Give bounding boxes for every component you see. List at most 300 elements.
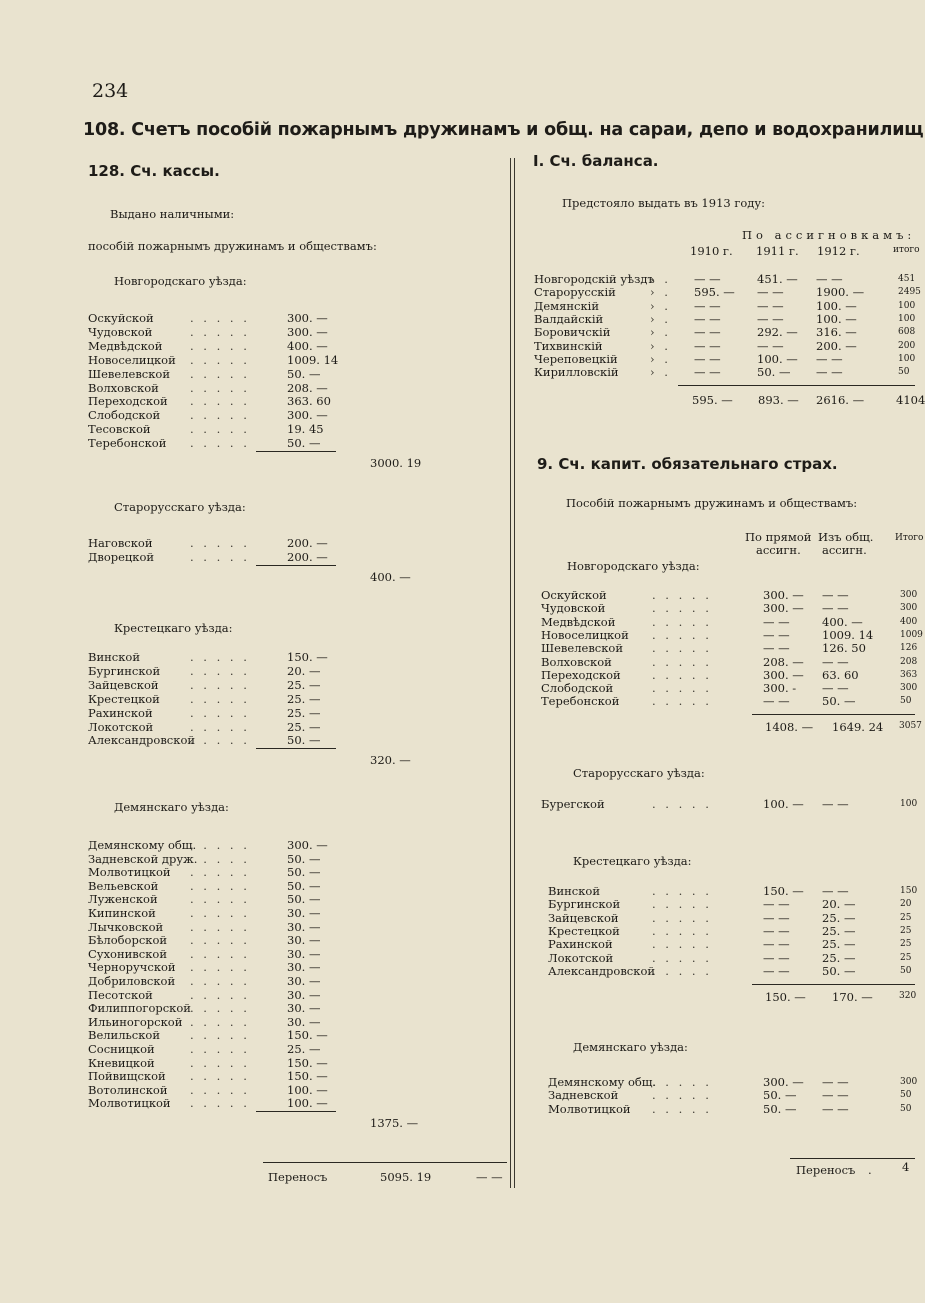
left-row-label: Теребонской xyxy=(88,436,167,451)
left-row xyxy=(0,1042,340,1056)
leader-dots: . . . . . xyxy=(190,650,250,664)
leader-dots: . . . . . xyxy=(652,1101,712,1116)
leader-dots: . . . . . xyxy=(190,865,250,880)
balance-cell-1910: — — xyxy=(694,272,721,286)
ins-cell-society: 400. — xyxy=(822,614,863,629)
left-row xyxy=(0,988,340,1002)
insurance-intro: Пособій пожарнымъ дружинамъ и обществамъ: xyxy=(566,496,858,510)
leader-dots: . . . . . xyxy=(652,588,712,602)
left-row-value: 30. — xyxy=(287,974,321,988)
balance-cell-1912: 1900. — xyxy=(816,285,865,300)
ins-total-society: 1649. 24 xyxy=(832,720,884,734)
ins-cell-direct: — — xyxy=(763,897,790,912)
ins-group-rule xyxy=(752,984,915,985)
left-row xyxy=(0,550,340,564)
ins-group-name: Новгородскаго уѣзда: xyxy=(567,559,700,573)
carry-rule xyxy=(263,1162,507,1163)
ins-cell-total: 208 xyxy=(900,656,918,667)
ins-row-label: Чудовской xyxy=(541,601,606,616)
leader-dots: . . . . . xyxy=(190,1014,250,1029)
ins-cell-society: — — xyxy=(822,601,849,616)
leader-dots: . . . . . xyxy=(190,892,250,907)
ins-cell-total: 50 xyxy=(900,1103,912,1114)
year-col-1912: 1912 г. xyxy=(817,244,860,258)
group-rule xyxy=(256,748,336,749)
ins-cell-society: — — xyxy=(822,588,849,602)
ins-row-label: Переходской xyxy=(541,667,621,682)
left-subheading-2: пособій пожарнымъ дружинамъ и обществамъ: xyxy=(88,239,377,253)
ins-cell-direct: 50. — xyxy=(763,1101,797,1116)
left-row-value: 50. — xyxy=(287,892,321,907)
leader-dots: . . . . . xyxy=(190,380,250,395)
ins-row-label: Зайцевской xyxy=(548,910,619,925)
page-title: 108. Счетъ пособій пожарнымъ дружинамъ и общ. на сараи, депо и водохранилищ xyxy=(83,120,924,140)
leader-dots: › . xyxy=(650,338,671,353)
left-row-value: 25. — xyxy=(287,705,321,720)
group-rule xyxy=(256,451,336,452)
ins-row-label: Слободской xyxy=(541,681,614,696)
ins-cell-direct: — — xyxy=(763,937,790,952)
left-row-value: 30. — xyxy=(287,1001,321,1016)
ins-cell-society: — — xyxy=(822,1075,849,1089)
ins-cell-direct: — — xyxy=(763,910,790,925)
left-row-label: Вельевской xyxy=(88,878,159,893)
leader-dots: . . . . . xyxy=(190,338,250,353)
ins-cell-direct: 208. — xyxy=(763,654,804,669)
left-row-value: 208. — xyxy=(287,380,328,395)
leader-dots: . . . . . xyxy=(652,937,712,952)
ins-row xyxy=(0,1102,915,1116)
leader-dots: . . . . . xyxy=(190,691,250,706)
ins-cell-direct: 150. — xyxy=(763,884,804,898)
balance-cell-1910: 595. — xyxy=(694,285,735,300)
ins-row-label: Теребонской xyxy=(541,694,620,709)
ins-row-label: Задневской xyxy=(548,1088,619,1103)
ins-row xyxy=(0,614,918,629)
left-row-value: 363. 60 xyxy=(287,394,331,409)
ins-total-sum: 320 xyxy=(899,991,917,1001)
left-row-value: 300. — xyxy=(287,838,328,852)
ins-row-label: Винской xyxy=(548,884,600,898)
ins-cell-society: 50. — xyxy=(822,694,856,709)
ins-row-label: Молвотицкой xyxy=(548,1101,631,1116)
balance-row xyxy=(0,312,915,326)
left-row-label: Лычковской xyxy=(88,919,164,934)
ins-cell-total: 300 xyxy=(900,1077,918,1087)
leader-dots: . . . . . xyxy=(652,681,712,696)
left-row-value: 200. — xyxy=(287,549,328,564)
balance-row-label: Кирилловскій xyxy=(534,365,619,380)
balance-cell-1912: 316. — xyxy=(816,325,857,340)
left-row-value: 100. — xyxy=(287,1082,328,1097)
year-col-1910: 1910 г. xyxy=(690,244,733,258)
ins-cell-direct: — — xyxy=(763,614,790,629)
leader-dots: . . . . . xyxy=(190,311,250,325)
balance-cell-1910: — — xyxy=(694,325,721,340)
left-row xyxy=(0,1015,340,1029)
balance-total-1912: 2616. — xyxy=(816,393,865,407)
balance-row xyxy=(0,325,915,339)
ins-cell-direct: 100. — xyxy=(763,797,804,811)
left-row-value: 25. — xyxy=(287,1042,321,1056)
ins-row-label: Шевелевской xyxy=(541,641,624,656)
ins-row xyxy=(0,897,915,911)
ins-cell-direct: — — xyxy=(763,963,790,978)
balance-cell-total: 100 xyxy=(898,300,916,311)
ins-cell-society: — — xyxy=(822,884,849,898)
left-row-label: Медвѣдской xyxy=(88,338,163,353)
leader-dots: . . . . . xyxy=(652,614,712,629)
balance-row-label: Старорусскій xyxy=(534,285,616,300)
balance-row xyxy=(0,339,915,353)
balance-cell-total: 608 xyxy=(898,327,916,338)
ins-cell-total: 50 xyxy=(900,696,912,707)
leader-dots: . . . . . xyxy=(190,946,250,961)
left-row-label: Ильиногорской xyxy=(88,1014,183,1029)
leader-dots: . . . . . xyxy=(190,422,250,437)
ins-cell-direct: 300. — xyxy=(763,588,804,602)
leader-dots: . . . . . xyxy=(652,950,712,965)
balance-row xyxy=(0,352,915,366)
left-row-label: Слободской xyxy=(88,408,161,423)
left-carry-value: 5095. 19 xyxy=(380,1170,432,1184)
balance-cell-1912: — — xyxy=(816,351,843,366)
ins-cell-total: 150 xyxy=(900,886,918,896)
ins-cell-society: 25. — xyxy=(822,950,856,965)
left-row-label: Бѣлоборской xyxy=(88,933,168,948)
balance-cell-total: 50 xyxy=(898,367,910,378)
insurance-heading: 9. Сч. капит. обязательнаго страх. xyxy=(537,455,838,473)
left-row-value: 30. — xyxy=(287,906,321,920)
balance-cell-1912: 100. — xyxy=(816,311,857,326)
leader-dots: . . . . . xyxy=(190,352,250,367)
left-row-label: Волховской xyxy=(88,380,159,395)
balance-heading: I. Сч. баланса. xyxy=(533,152,659,170)
left-row-value: 25. — xyxy=(287,691,321,706)
ins-cell-total: 50 xyxy=(900,965,912,976)
ins-cell-society: 63. 60 xyxy=(822,667,859,682)
leader-dots: › . xyxy=(650,285,671,300)
ins-cell-society: — — xyxy=(822,1101,849,1116)
ins-cell-total: 25 xyxy=(900,939,912,950)
ins-row-label: Демянскому общ. xyxy=(548,1075,657,1089)
balance-cell-1911: — — xyxy=(757,338,784,353)
ins-row-label: Рахинской xyxy=(548,937,613,952)
left-row xyxy=(0,838,340,852)
balance-total-1911: 893. — xyxy=(758,393,799,407)
ins-cell-society: 25. — xyxy=(822,923,856,938)
balance-total-rule xyxy=(678,385,915,386)
balance-total-sum: 4104 xyxy=(896,393,925,407)
ins-row xyxy=(0,681,918,696)
leader-dots: . . . . . xyxy=(652,601,712,616)
balance-cell-1912: 100. — xyxy=(816,298,857,313)
left-row-label: Винской xyxy=(88,650,140,664)
leader-dots: . . . . . xyxy=(190,663,250,678)
left-row-label: Пойвищской xyxy=(88,1069,166,1084)
ins-group-name: Демянскаго уѣзда: xyxy=(573,1040,688,1054)
leader-dots: . . . . . xyxy=(652,641,712,656)
ins-cell-direct: 300. — xyxy=(763,601,804,616)
left-row-value: 25. — xyxy=(287,677,321,692)
left-row-label: Велильской xyxy=(88,1028,161,1043)
ins-cell-direct: 300. - xyxy=(763,681,797,696)
ins-cell-society: 25. — xyxy=(822,937,856,952)
leader-dots: . . . . . xyxy=(190,933,250,948)
leader-dots: . . . . . xyxy=(190,851,250,866)
ins-cell-total: 300 xyxy=(900,590,918,600)
leader-dots: . . . . . xyxy=(190,1001,250,1016)
leader-dots: . . . . . xyxy=(190,974,250,988)
left-row-label: Бургинской xyxy=(88,663,161,678)
balance-cell-total: 100 xyxy=(898,313,916,324)
ins-total-society: 170. — xyxy=(832,990,873,1004)
balance-cell-total: 100 xyxy=(898,353,916,364)
balance-cell-1911: 292. — xyxy=(757,325,798,340)
left-row-value: 300. — xyxy=(287,324,328,339)
ins-row xyxy=(0,937,915,951)
left-row xyxy=(0,852,340,866)
left-group-total: 320. — xyxy=(370,753,411,767)
left-row-value: 30. — xyxy=(287,987,321,1002)
ins-group-name: Крестецкаго уѣзда: xyxy=(573,854,692,868)
left-row-value: 19. 45 xyxy=(287,422,324,437)
ins-cell-direct: 50. — xyxy=(763,1088,797,1103)
balance-row-label: Тихвинскій xyxy=(534,338,603,353)
left-row-label: Шевелевской xyxy=(88,366,171,381)
left-row-label: Рахинской xyxy=(88,705,153,720)
balance-cell-1910: — — xyxy=(694,338,721,353)
left-row xyxy=(0,1001,340,1015)
leader-dots: . . . . . xyxy=(652,694,712,709)
balance-cell-1912: 200. — xyxy=(816,338,857,353)
leader-dots: › . xyxy=(650,325,671,340)
ins-cell-total: 1009 xyxy=(900,629,923,640)
balance-row-label: Валдайскій xyxy=(534,311,604,326)
ins-row xyxy=(0,667,918,682)
col-b-head-1: Изъ общ. xyxy=(818,530,874,544)
leader-dots: › . xyxy=(650,272,671,286)
ins-cell-total: 25 xyxy=(900,952,912,963)
leader-dots: › . xyxy=(650,298,671,313)
leader-dots: . . . . . xyxy=(190,394,250,409)
balance-cell-1911: — — xyxy=(757,285,784,300)
ins-cell-society: 1009. 14 xyxy=(822,627,874,642)
left-row-label: Луженской xyxy=(88,892,158,907)
left-row-value: 50. — xyxy=(287,733,321,748)
left-row-label: Вотолинской xyxy=(88,1082,168,1097)
left-row-value: 100. — xyxy=(287,1096,328,1111)
leader-dots: › . xyxy=(650,311,671,326)
left-row-value: 50. — xyxy=(287,851,321,866)
left-row-value: 1009. 14 xyxy=(287,352,339,367)
left-row-value: 300. — xyxy=(287,408,328,423)
leader-dots: . . . . . xyxy=(190,1055,250,1070)
balance-total-1910: 595. — xyxy=(692,393,733,407)
left-row-value: 50. — xyxy=(287,865,321,880)
left-group-name: Демянскаго уѣзда: xyxy=(114,800,229,814)
ins-row xyxy=(0,588,918,602)
left-row-value: 25. — xyxy=(287,719,321,734)
ins-row xyxy=(0,964,915,978)
balance-row-label: Демянскій xyxy=(534,298,599,313)
group-rule xyxy=(256,565,336,566)
left-group-total: 1375. — xyxy=(370,1116,419,1130)
leader-dots: . . . . . xyxy=(652,1088,712,1103)
balance-row xyxy=(0,285,921,300)
leader-dots: . . . . . xyxy=(190,1028,250,1043)
leader-dots: . . . . . xyxy=(190,919,250,934)
left-row-value: 50. — xyxy=(287,366,321,381)
left-row-label: Тесовской xyxy=(88,422,151,437)
ins-row xyxy=(0,884,918,898)
left-group-name: Старорусскаго уѣзда: xyxy=(114,500,246,514)
balance-cell-1911: 100. — xyxy=(757,351,798,366)
balance-cell-total: 200 xyxy=(898,340,916,351)
col-a-head-2: ассигн. xyxy=(756,543,801,557)
leader-dots: . . . . . xyxy=(190,536,250,550)
left-row-value: 30. — xyxy=(287,960,321,975)
leader-dots: . . . . . xyxy=(652,1075,712,1089)
leader-dots: . . . . . xyxy=(190,719,250,734)
left-row-label: Черноручской xyxy=(88,960,176,975)
left-row-label: Дворецкой xyxy=(88,549,155,564)
left-carry-dash: — — xyxy=(476,1170,503,1184)
left-row-value: 30. — xyxy=(287,933,321,948)
ins-cell-total: 363 xyxy=(900,669,918,680)
balance-row xyxy=(0,365,915,379)
left-row-value: 150. — xyxy=(287,1028,328,1043)
leader-dots: . . . . . xyxy=(652,923,712,938)
ins-row-label: Бургинской xyxy=(548,897,621,912)
ins-cell-direct: 300. — xyxy=(763,667,804,682)
leader-dots: . . . . . xyxy=(190,987,250,1002)
col-b-head-2: ассигн. xyxy=(822,543,867,557)
left-row-value: 300. — xyxy=(287,311,328,325)
left-row-value: 30. — xyxy=(287,1014,321,1029)
ins-group-name: Старорусскаго уѣзда: xyxy=(573,766,705,780)
leader-dots: . . . . . xyxy=(652,654,712,669)
by-assignments-label: По ассигновкамъ: xyxy=(742,228,916,242)
ins-row-label: Крестецкой xyxy=(548,923,620,938)
balance-row xyxy=(0,272,915,286)
ins-row-label: Волховской xyxy=(541,654,612,669)
left-row-label: Песотской xyxy=(88,987,153,1002)
ins-row xyxy=(0,691,915,709)
left-row-label: Задневской друж. xyxy=(88,851,198,866)
balance-row-label: Новгородскій уѣздъ xyxy=(534,272,655,286)
leader-dots: . . . . . xyxy=(190,366,250,381)
left-carry-label: Переносъ xyxy=(268,1170,328,1184)
left-group-total: 400. — xyxy=(370,570,411,584)
leader-dots: . . . . . xyxy=(190,906,250,920)
ins-row-label: Оскуйской xyxy=(541,588,607,602)
balance-cell-total: 2495 xyxy=(898,287,921,298)
ins-row-label: Медвѣдской xyxy=(541,614,616,629)
balance-row-label: Череповецкій xyxy=(534,351,618,366)
ins-cell-total: 25 xyxy=(900,912,912,923)
ins-cell-society: — — xyxy=(822,654,849,669)
leader-dots: . . . . . xyxy=(190,733,250,748)
ins-row xyxy=(0,601,918,616)
left-row-label: Сосницкой xyxy=(88,1042,155,1056)
left-row xyxy=(0,408,340,422)
left-row-value: 150. — xyxy=(287,650,328,664)
left-row xyxy=(0,436,340,450)
left-row-label: Новоселицкой xyxy=(88,352,176,367)
balance-row-label: Боровичскій xyxy=(534,325,611,340)
balance-cell-1911: — — xyxy=(757,311,784,326)
left-row xyxy=(0,733,340,747)
left-row-label: Локотской xyxy=(88,719,154,734)
left-row-label: Чудовской xyxy=(88,324,153,339)
left-row-label: Оскуйской xyxy=(88,311,154,325)
ins-cell-direct: — — xyxy=(763,950,790,965)
leader-dots: › . xyxy=(650,365,671,380)
left-row xyxy=(0,422,340,436)
left-row-label: Зайцевской xyxy=(88,677,159,692)
left-row-value: 150. — xyxy=(287,1069,328,1084)
ins-cell-society: 25. — xyxy=(822,910,856,925)
left-row-label: Молвотицкой xyxy=(88,1096,171,1111)
left-row-label: Александровской xyxy=(88,733,196,748)
ins-row-label: Бурегской xyxy=(541,797,605,811)
left-row-value: 200. — xyxy=(287,536,328,550)
leader-dots: . . . . . xyxy=(190,324,250,339)
left-row-label: Кипинской xyxy=(88,906,156,920)
left-row-label: Крестецкой xyxy=(88,691,160,706)
balance-cell-1911: — — xyxy=(757,298,784,313)
left-row-label: Демянскому общ. xyxy=(88,838,197,852)
ins-cell-direct: 300. — xyxy=(763,1075,804,1089)
ins-cell-direct: — — xyxy=(763,641,790,656)
ins-cell-total: 20 xyxy=(900,899,912,910)
left-row-label: Кневицкой xyxy=(88,1055,155,1070)
leader-dots: . . . . . xyxy=(652,897,712,912)
ins-row xyxy=(0,911,915,925)
ins-group-rule xyxy=(752,714,915,715)
ins-cell-direct: — — xyxy=(763,627,790,642)
ins-row xyxy=(0,924,915,938)
ins-cell-society: — — xyxy=(822,681,849,696)
left-row-value: 50. — xyxy=(287,878,321,893)
left-row-value: 30. — xyxy=(287,919,321,934)
ins-row xyxy=(0,1088,915,1102)
left-row xyxy=(0,1028,340,1042)
balance-cell-1912: — — xyxy=(816,365,843,380)
right-carry-rule xyxy=(790,1158,915,1159)
leader-dots: . . . . . xyxy=(190,436,250,451)
ins-row-label: Локотской xyxy=(548,950,614,965)
leader-dots: . . . . . xyxy=(190,1042,250,1056)
ins-row xyxy=(0,654,918,669)
balance-cell-1911: 50. — xyxy=(757,365,791,380)
ins-cell-society: 126. 50 xyxy=(822,641,866,656)
col-c-head: Итого xyxy=(895,533,924,543)
leader-dots: › . xyxy=(650,351,671,366)
leader-dots: . . . . . xyxy=(190,838,250,852)
right-carry-dot: . xyxy=(868,1163,872,1177)
leader-dots: . . . . . xyxy=(190,677,250,692)
year-col-1911: 1911 г. xyxy=(756,244,799,258)
leader-dots: . . . . . xyxy=(652,884,712,898)
left-subheading: Выдано наличными: xyxy=(110,207,235,221)
left-row-value: 30. — xyxy=(287,946,321,961)
leader-dots: . . . . . xyxy=(190,1096,250,1111)
ins-cell-direct: — — xyxy=(763,923,790,938)
ins-row xyxy=(0,1075,918,1089)
ins-cell-total: 126 xyxy=(900,643,918,654)
